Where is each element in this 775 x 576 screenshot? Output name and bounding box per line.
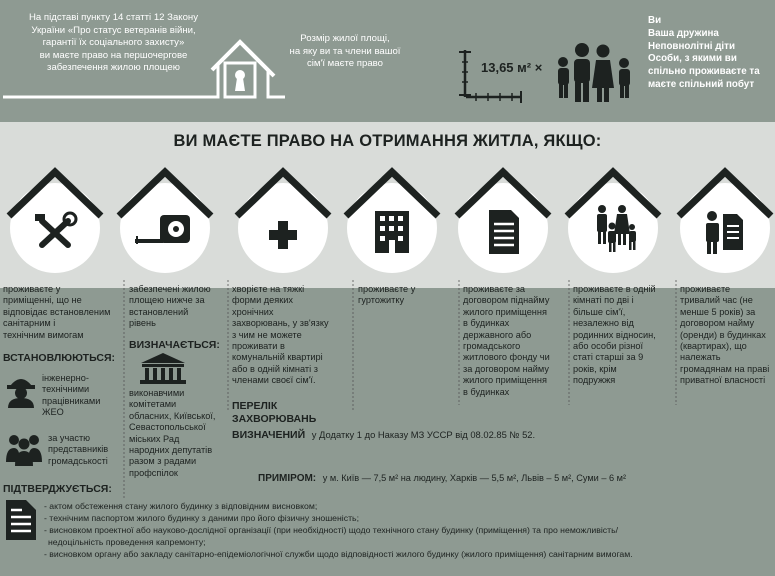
confirmed-item: - висновком проектної або науково-дослідної організації (при необхідності) щодо технічного стану будинку (приміщення) та про неможливість/ [44,525,619,535]
condition-icons-row [0,158,775,288]
determined-body: виконавчими комітетами обласних, Київської, Севастопольської міських Рад народних депутатів разом з радами профспілок [129,388,216,478]
condition-1-text: проживаєте у приміщенні, що не відповідає встановленим санітарним і технічним вимогам [3,284,111,340]
government-building-icon [140,353,186,385]
confirmed-item: - технічним паспортом жилого будинку з даними про його фізичну зношеність; [44,513,359,523]
confirmed-item: недоцільність проведення капремонту; [48,537,206,547]
condition-2-text: забезпечені жилою площею нижче за встановлений рівень [129,284,211,329]
confirmed-title: ПІДТВЕРДЖУЄТЬСЯ: [3,483,112,495]
section-heading: ВИ МАЄТЕ ПРАВО НА ОТРИМАННЯ ЖИТЛА, ЯКЩО: [173,132,602,150]
certificate-document-icon [6,500,36,540]
tape-measure-icon [119,172,211,273]
condition-6-text: проживаєте в одній кімнаті по дві і більше сім'ї, незалежно від родинних відносин, або особи різної статі старші за 9 років, крім подружжя [573,284,656,386]
established-by-public: за участю представників громадськості [48,433,109,466]
confirmed-item: - актом обстеження стану жилого будинку з відповідним висновком; [44,501,318,511]
family-list: Ви Ваша дружина Неповнолітні діти Особи, з якими ви спільно проживаєте та маєте спільний побут [648,15,760,90]
tools-icon [9,172,101,273]
intro-text: На підставі пункту 14 статті 12 Закону України «Про статус ветеранів війни, гарантії їх соціального захисту» ви маєте право на першочергове забезпечення жилою площею [28,12,199,74]
family-figures-icon [558,43,630,102]
established-title: ВСТАНОВЛЮЮТЬСЯ: [3,352,115,364]
dormitory-building-icon [346,172,438,273]
person-document-icon [679,172,771,273]
document-icon [457,172,549,273]
confirmed-item: - висновком органу або закладу санітарно-епідеміологічної служби щодо відповідності жилого будинку (жилого приміщення) санітарним вимогам. [44,549,633,559]
condition-3-text: хворієте на тяжкі форми деяких хронічних захворювань, у зв'язку з чим не можете проживати в комунальній квартирі або в одній кімнаті з членами своєї сім'ї. [232,284,329,386]
diseases-title: ПЕРЕЛІК ЗАХВОРЮВАНЬ [232,400,317,425]
established-by-workers: інженерно- технічними працівниками ЖЕО [42,373,101,418]
area-description: Розмір жилої площі, на яку ви та члени вашої сім'ї маєте право [289,33,401,70]
area-value: 13,65 м² × [481,60,543,75]
diseases-reference: ВИЗНАЧЕНИЙ у Додатку 1 до Наказу МЗ УССР від 08.02.85 № 52. [232,429,536,441]
medical-cross-icon [237,172,329,273]
family-icon [567,172,659,273]
confirmed-list [44,500,772,560]
condition-5-text: проживаєте за договором піднайму жилого приміщення в будинках державного або громадського житлового фонду чи за договором найму жилого приміщення в будинках [463,284,550,397]
worker-helmet-icon [4,372,38,408]
condition-7-text: проживаєте тривалий час (не менше 5 років) за договором найму (оренди) в будинках (квартирах), що належать громадянам на праві приватної власності [680,284,770,386]
example-line: ПРИМІРОМ: у м. Київ — 7,5 м² на людину, Харків — 5,5 м², Львів – 5 м², Суми – 6 м² [258,473,627,484]
determined-title: ВИЗНАЧАЄТЬСЯ: [129,339,220,351]
condition-4-text: проживаєте у гуртожитку [358,284,416,306]
community-group-icon [4,430,44,466]
